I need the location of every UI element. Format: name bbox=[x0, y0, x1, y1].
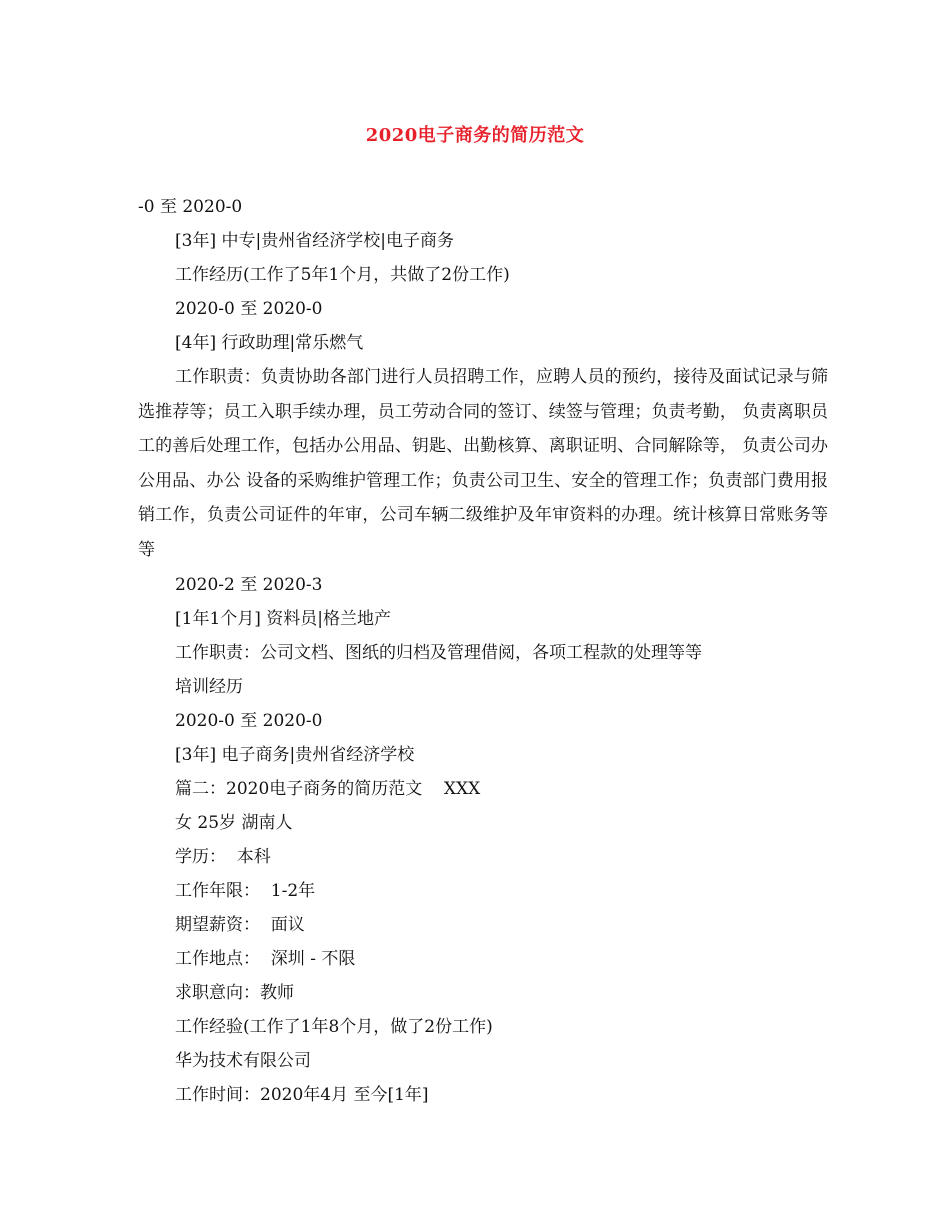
document-title: 2020电子商务的简历范文 bbox=[365, 125, 585, 146]
job-duties-paragraph: 工作职责：负责协助各部门进行人员招聘工作，应聘人员的预约，接待及面试记录与筛选推荐等；员工入职手续办理，员工劳动合同的签订、续签与管理；负责考勤， 负责离职员工的善后处理工作，包括办公用品、钥匙、出勤核算、离职证明、合同解除等， 负责公司办公用品、办公 设备的采购维护管理工作；负责公司卫生、安全的管理工作；负责部门费用报销工作，负责公司证件的年审，公司车辆二级维护及年审资料的办理。统计核算日常账务等等 bbox=[138, 367, 828, 560]
text-line: 求职意向：教师 bbox=[175, 982, 294, 1003]
text-line: 2020-2 至 2020-3 bbox=[175, 574, 323, 595]
text-line: 工作年限： 1-2年 bbox=[175, 880, 316, 901]
text-line: 2020-0 至 2020-0 bbox=[175, 710, 323, 731]
text-line: 期望薪资： 面议 bbox=[175, 914, 305, 935]
text-line: 工作时间：2020年4月 至今[1年] bbox=[175, 1084, 429, 1105]
text-line: 工作经历(工作了5年1个月，共做了2份工作) bbox=[175, 265, 510, 285]
text-line: [3年] 中专|贵州省经济学校|电子商务 bbox=[175, 231, 454, 251]
text-line: 工作经验(工作了1年8个月，做了2份工作) bbox=[175, 1016, 493, 1037]
text-line: 工作地点： 深圳 - 不限 bbox=[175, 948, 356, 969]
text-line: 华为技术有限公司 bbox=[175, 1050, 311, 1071]
text-line: [1年1个月] 资料员|格兰地产 bbox=[175, 608, 392, 629]
text-line: [3年] 电子商务|贵州省经济学校 bbox=[175, 744, 415, 765]
document-body bbox=[138, 190, 828, 1112]
section-heading-part2: 篇二：2020电子商务的简历范文 XXX bbox=[175, 778, 481, 799]
text-line: [4年] 行政助理|常乐燃气 bbox=[175, 333, 364, 353]
text-line: 工作职责：公司文档、图纸的归档及管理借阅，各项工程款的处理等等 bbox=[175, 642, 702, 663]
text-line: -0 至 2020-0 bbox=[138, 197, 243, 217]
text-line: 2020-0 至 2020-0 bbox=[175, 299, 323, 319]
section-heading-training: 培训经历 bbox=[175, 676, 243, 697]
text-line: 学历： 本科 bbox=[175, 846, 271, 867]
text-line: 女 25岁 湖南人 bbox=[175, 812, 293, 833]
